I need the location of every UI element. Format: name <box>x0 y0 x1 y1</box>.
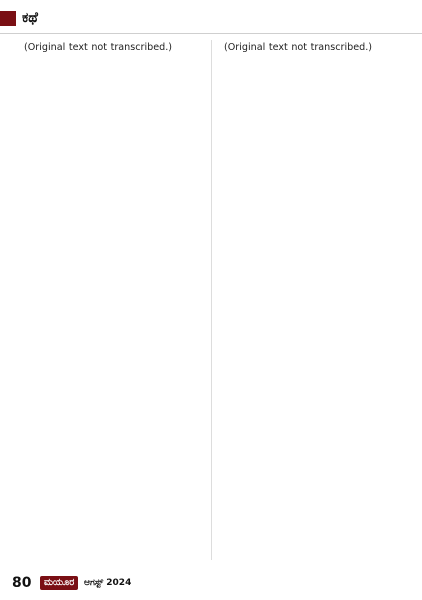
magazine-logo: ಮಯೂರ <box>40 576 78 590</box>
paragraph: (Original text not transcribed.) <box>224 42 373 53</box>
section-header <box>0 0 422 34</box>
column-divider <box>211 40 212 560</box>
right-column <box>212 40 410 560</box>
section-title: ಕಥೆ <box>22 10 38 26</box>
page-number: 80 <box>12 575 32 591</box>
section-marker <box>0 11 16 26</box>
page-footer <box>12 574 412 594</box>
header-divider <box>0 33 422 34</box>
left-column <box>12 40 210 560</box>
issue-date: ಆಗಸ್ಟ್ 2024 <box>84 578 132 588</box>
paragraph: (Original text not transcribed.) <box>24 42 173 53</box>
